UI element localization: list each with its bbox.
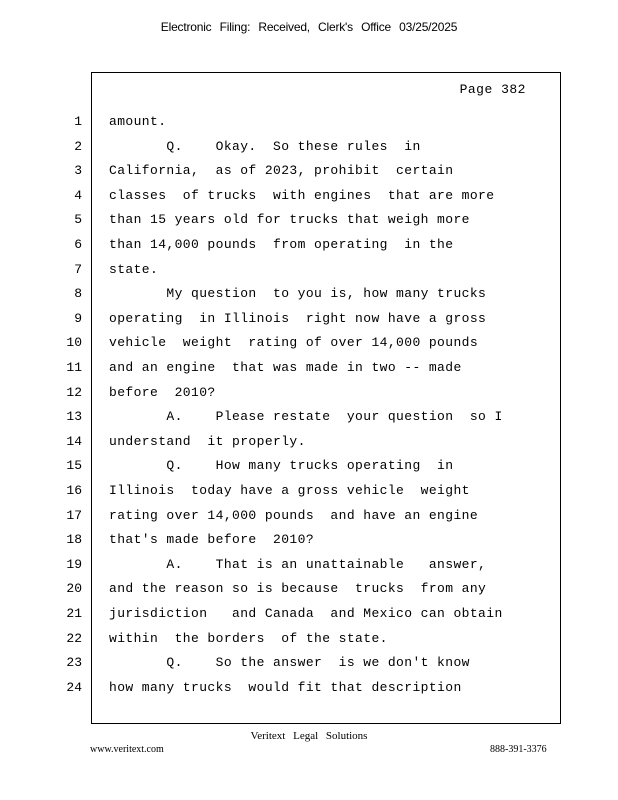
line-text: jurisdiction and Canada and Mexico can obtain [109,606,503,621]
line-number: 8 [74,286,82,302]
footer-website: www.veritext.com [90,744,164,755]
line-number: 18 [66,532,82,548]
line-text: A. Please restate your question so I [109,409,503,425]
line-number: 14 [66,433,82,449]
line-number: 2 [74,138,82,154]
line-number: 12 [66,384,82,400]
line-text: operating in Illinois right now have a gross [109,310,487,326]
line-text: understand it properly. [109,433,306,449]
line-number: 3 [74,163,82,179]
footer-company: Veritext Legal Solutions [250,730,368,742]
line-text: how many trucks would fit that description [109,679,462,695]
line-text: Illinois today have a gross vehicle weight [109,483,470,498]
line-text: California, as of 2023, prohibit certain [109,163,454,179]
line-number: 20 [66,581,82,597]
line-number: 22 [66,630,82,646]
line-text: Q. So the answer is we don't know [109,655,470,671]
line-number: 6 [74,237,82,252]
line-number: 21 [66,606,82,621]
line-number: 10 [66,335,82,351]
line-number: 16 [66,483,82,498]
line-text: My question to you is, how many trucks [109,286,487,302]
line-number: 19 [66,556,82,572]
line-text: than 14,000 pounds from operating in the [109,237,454,252]
line-text: and the reason so is because trucks from any [109,581,487,597]
line-number: 5 [74,212,82,228]
line-text: than 15 years old for trucks that weigh more [109,212,470,228]
line-text: rating over 14,000 pounds and have an engine [109,507,479,523]
line-text: Q. Okay. So these rules in [109,138,421,154]
line-number: 24 [66,679,82,695]
line-text: state. [109,261,159,277]
line-number: 7 [74,261,82,277]
line-number: 1 [74,114,82,129]
line-number: 23 [66,655,82,671]
line-text: that's made before 2010? [109,532,315,548]
line-number: 11 [66,360,82,375]
line-text: within the borders of the state. [109,630,388,646]
line-text: A. That is an unattainable answer, [109,556,487,572]
line-text: before 2010? [109,384,216,400]
line-number: 9 [74,310,82,326]
line-text: classes of trucks with engines that are more [109,187,495,203]
page-number: Page 382 [459,82,526,97]
line-number: 17 [66,507,82,523]
line-text: Q. How many trucks operating in [109,458,454,474]
footer-phone: 888-391-3376 [490,744,547,755]
line-number: 4 [74,187,82,203]
line-text: and an engine that was made in two -- made [109,360,462,375]
line-number: 15 [66,458,82,474]
line-text: amount. [109,114,167,129]
line-number: 13 [66,409,82,425]
filing-header: Electronic Filing: Received, Clerk's Office 03/25/2025 [160,20,458,34]
line-text: vehicle weight rating of over 14,000 pounds [109,335,479,351]
